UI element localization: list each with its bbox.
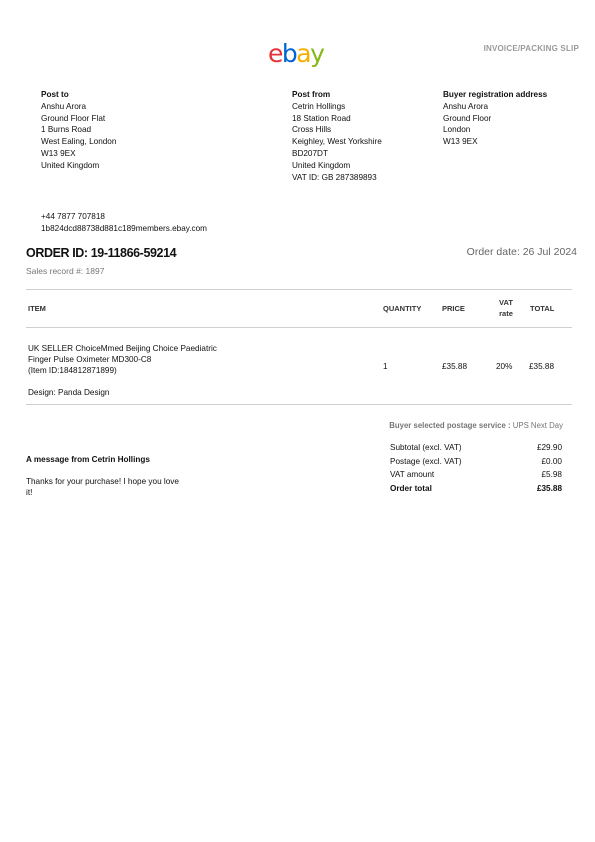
sales-record: Sales record #: 1897 [26,266,105,276]
seller-message-body: Thanks for your purchase! I hope you love it! [26,477,179,497]
item-total: £35.88 [529,362,555,371]
post-from-line: United Kingdom [292,160,351,170]
divider [26,404,572,405]
logo-letter-b: b [281,39,297,68]
totals-row-subtotal [390,443,562,457]
post-from-heading: Post from [292,90,331,99]
post-from-line: 18 Station Road [292,113,351,123]
item-price: £35.88 [442,362,468,371]
totals-row-postage [390,457,562,471]
postage-service [389,421,563,430]
buyer-contact [41,211,207,235]
order-date: Order date: 26 Jul 2024 [466,246,577,258]
col-header-vat-rate [494,297,518,319]
post-from-block [292,89,382,183]
divider [26,327,572,328]
totals-label: Postage (excl. VAT) [390,456,462,466]
col-header-total: TOTAL [530,304,555,313]
totals-label: VAT amount [390,470,435,479]
order-totals [390,443,562,497]
item-variation: Design: Panda Design [28,388,110,397]
buyer-email: 1b824dcd88738d881c189members.ebay.com [41,224,207,233]
buyer-registration-line: Ground Floor [443,113,492,123]
post-to-line: West Ealing, London [41,137,117,147]
post-to-line: United Kingdom [41,160,100,170]
totals-label: Subtotal (excl. VAT) [390,443,462,452]
item-id: (Item ID:184812871899) [28,366,117,375]
totals-row-vat [390,470,562,484]
buyer-registration-block [443,89,547,148]
postage-service-value: UPS Next Day [512,421,563,430]
item-description [28,343,258,376]
post-from-line: VAT ID: GB 287389893 [292,172,377,182]
col-header-item: ITEM [28,304,46,313]
col-header-price: PRICE [442,304,465,313]
totals-value: £35.88 [536,483,562,493]
seller-message-title: A message from Cetrin Hollings [26,455,150,464]
item-quantity: 1 [383,362,388,371]
totals-label: Order total [390,483,432,493]
totals-value: £29.90 [536,443,562,452]
post-from-line: Cetrin Hollings [292,101,346,111]
buyer-registration-line: London [443,125,471,135]
totals-value: £0.00 [541,456,562,466]
post-to-line: Ground Floor Flat [41,113,106,123]
post-to-line: Anshu Arora [41,101,87,111]
logo-letter-a: a [296,39,311,68]
logo-letter-y: y [310,39,324,68]
item-title-line: Finger Pulse Oximeter MD300-C8 [28,355,152,364]
post-to-heading: Post to [41,90,69,99]
item-vat-rate: 20% [496,362,513,371]
buyer-registration-heading: Buyer registration address [443,90,548,99]
document-title: INVOICE/PACKING SLIP [483,44,579,53]
post-from-line: Cross Hills [292,125,332,135]
divider [26,289,572,290]
buyer-phone: +44 7877 707818 [41,212,105,221]
postage-service-label: Buyer selected postage service : [389,421,511,430]
post-from-line: BD207DT [292,148,328,158]
buyer-registration-line: W13 9EX [443,137,478,147]
totals-value: £5.98 [541,470,562,479]
col-header-quantity: QUANTITY [383,304,422,313]
col-header-vat: VAT [499,298,513,307]
logo-letter-e: e [268,39,282,68]
post-to-line: W13 9EX [41,148,76,158]
ebay-logo [268,40,323,68]
buyer-registration-line: Anshu Arora [443,101,489,111]
post-to-block [41,89,116,172]
order-id: ORDER ID: 19-11866-59214 [26,246,177,260]
col-header-rate: rate [499,309,513,318]
item-title-line: UK SELLER ChoiceMmed Beijing Choice Paediatric [28,344,217,353]
totals-row-order-total [390,484,562,498]
post-to-line: 1 Burns Road [41,125,92,135]
post-from-line: Keighley, West Yorkshire [292,137,382,147]
